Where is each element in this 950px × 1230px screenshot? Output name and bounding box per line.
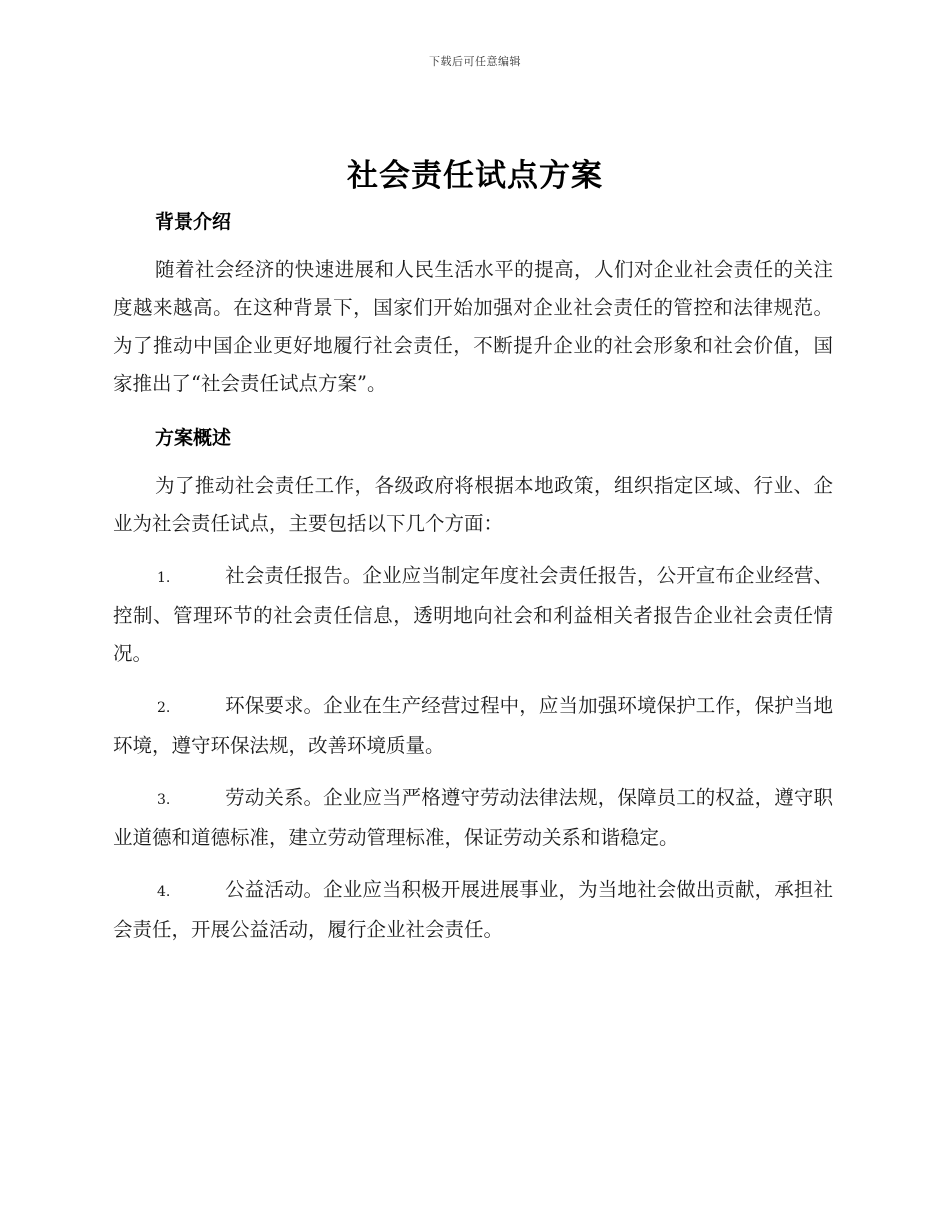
list-item-text: 劳动关系。企业应当严格遵守劳动法律法规，保障员工的权益，遵守职业道德和道德标准，建立劳动管理标准，保证劳动关系和谐稳定。 xyxy=(113,786,833,849)
list-item xyxy=(113,779,833,857)
list-item xyxy=(113,557,833,673)
section-heading-overview: 方案概述 xyxy=(155,427,232,449)
document-body xyxy=(113,203,833,949)
list-item-number: 2. xyxy=(157,700,171,716)
list-item-number: 4. xyxy=(157,884,171,900)
list-item-text: 社会责任报告。企业应当制定年度社会责任报告，公开宣布企业经营、控制、管理环节的社会责任信息，透明地向社会和利益相关者报告企业社会责任情况。 xyxy=(113,564,833,665)
document-title: 社会责任试点方案 xyxy=(347,158,603,194)
list-item-text: 公益活动。企业应当积极开展进展事业，为当地社会做出贡献，承担社会责任，开展公益活动，履行企业社会责任。 xyxy=(113,878,833,941)
list-item-number: 3. xyxy=(157,792,171,808)
section-heading-background: 背景介绍 xyxy=(155,211,232,233)
header-note: 下载后可任意编辑 xyxy=(429,55,521,68)
list-item-number: 1. xyxy=(157,570,171,586)
list-item xyxy=(113,871,833,949)
paragraph-background: 随着社会经济的快速进展和人民生活水平的提高，人们对企业社会责任的关注度越来越高。在这种背景下，国家们开始加强对企业社会责任的管控和法律规范。为了推动中国企业更好地履行社会责任，不断提升企业的社会形象和社会价值，国家推出了“社会责任试点方案”。 xyxy=(113,258,833,395)
list-item-text: 环保要求。企业在生产经营过程中，应当加强环境保护工作，保护当地环境，遵守环保法规，改善环境质量。 xyxy=(113,694,833,757)
list-item xyxy=(113,687,833,765)
paragraph-overview: 为了推动社会责任工作，各级政府将根据本地政策，组织指定区域、行业、企业为社会责任试点，主要包括以下几个方面： xyxy=(113,474,833,535)
